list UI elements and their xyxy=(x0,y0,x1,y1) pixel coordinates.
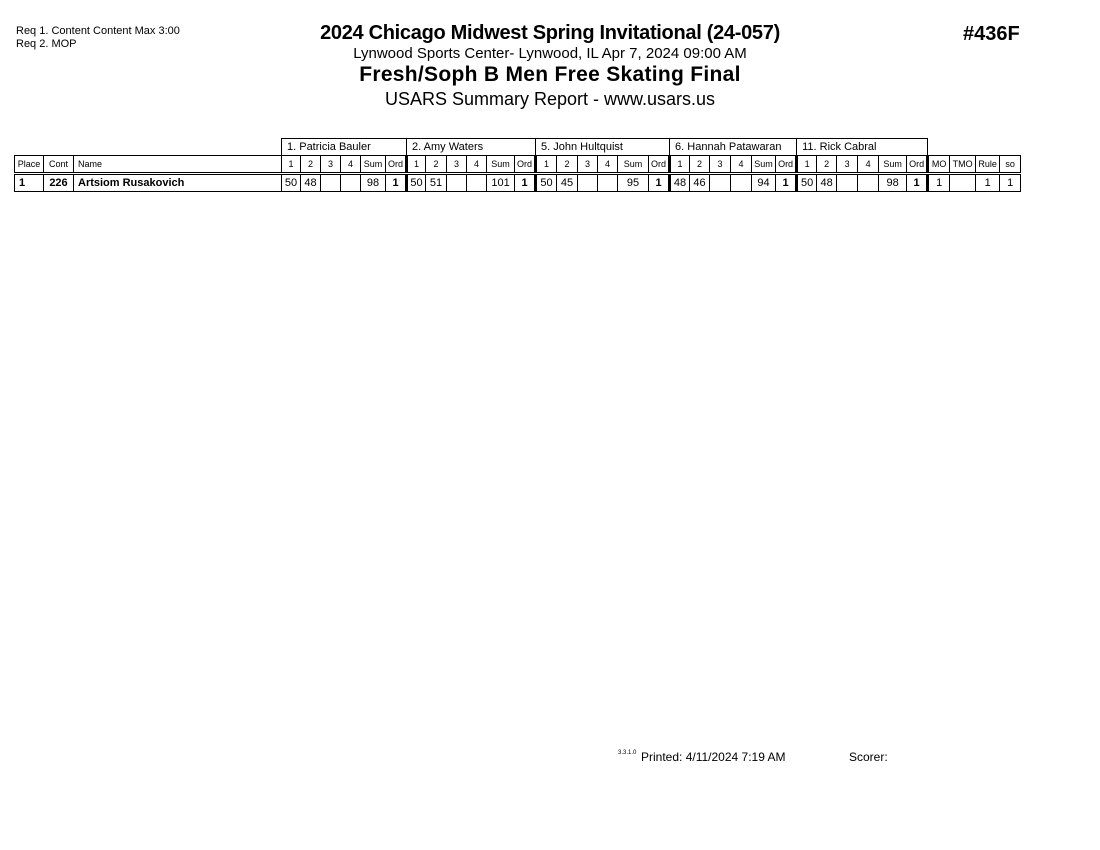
j1-score-4 xyxy=(341,174,361,192)
j3-score-2: 45 xyxy=(557,174,578,192)
j3-ord: 1 xyxy=(649,174,670,192)
col-j4-4: 4 xyxy=(731,156,752,174)
competition-title: 2024 Chicago Midwest Spring Invitational (24-057) xyxy=(320,22,780,44)
col-j5-1: 1 xyxy=(797,156,817,174)
table-row xyxy=(15,174,1021,192)
col-so: so xyxy=(1000,156,1021,174)
col-j3-sum: Sum xyxy=(618,156,649,174)
judge-2-name: 2. Amy Waters xyxy=(407,139,536,156)
event-title: Fresh/Soph B Men Free Skating Final xyxy=(359,63,741,86)
so-cell: 1 xyxy=(1000,174,1021,192)
col-j3-4: 4 xyxy=(598,156,618,174)
col-j3-ord: Ord xyxy=(649,156,670,174)
col-j2-sum: Sum xyxy=(487,156,515,174)
printed-timestamp: Printed: 4/11/2024 7:19 AM xyxy=(641,750,786,764)
column-header-row xyxy=(15,156,1021,174)
j2-score-3 xyxy=(447,174,467,192)
software-version: 3.3.1.0 xyxy=(618,750,637,756)
j2-score-2: 51 xyxy=(426,174,447,192)
col-j1-ord: Ord xyxy=(386,156,407,174)
j1-sum: 98 xyxy=(361,174,386,192)
judge-header-row xyxy=(15,139,1021,156)
col-tmo: TMO xyxy=(950,156,976,174)
j2-sum: 101 xyxy=(487,174,515,192)
col-j4-sum: Sum xyxy=(752,156,776,174)
col-j5-4: 4 xyxy=(858,156,879,174)
j1-score-3 xyxy=(321,174,341,192)
requirement-2: Req 2. MOP xyxy=(16,38,77,50)
j4-score-2: 46 xyxy=(690,174,710,192)
col-j1-2: 2 xyxy=(301,156,321,174)
j2-score-4 xyxy=(467,174,487,192)
j4-score-1: 48 xyxy=(670,174,690,192)
col-j3-3: 3 xyxy=(578,156,598,174)
j4-score-3 xyxy=(710,174,731,192)
judge-5-name: 11. Rick Cabral xyxy=(797,139,928,156)
col-j5-3: 3 xyxy=(837,156,858,174)
col-j1-3: 3 xyxy=(321,156,341,174)
j3-sum: 95 xyxy=(618,174,649,192)
j4-sum: 94 xyxy=(752,174,776,192)
judge-3-name: 5. John Hultquist xyxy=(536,139,670,156)
j3-score-3 xyxy=(578,174,598,192)
col-j4-1: 1 xyxy=(670,156,690,174)
cont-cell: 226 xyxy=(44,174,74,192)
event-number: #436F xyxy=(963,23,1020,45)
place-cell: 1 xyxy=(15,174,44,192)
j2-score-1: 50 xyxy=(407,174,426,192)
col-j2-3: 3 xyxy=(447,156,467,174)
col-j2-2: 2 xyxy=(426,156,447,174)
j5-ord: 1 xyxy=(907,174,928,192)
scorer-label: Scorer: xyxy=(849,750,888,764)
col-j5-2: 2 xyxy=(817,156,837,174)
col-cont: Cont xyxy=(44,156,74,174)
j5-sum: 98 xyxy=(879,174,907,192)
j1-ord: 1 xyxy=(386,174,407,192)
requirement-1: Req 1. Content Content Max 3:00 xyxy=(16,25,180,37)
mo-cell: 1 xyxy=(928,174,950,192)
results-table xyxy=(14,138,1021,192)
report-title: USARS Summary Report - www.usars.us xyxy=(384,89,716,109)
col-j5-sum: Sum xyxy=(879,156,907,174)
col-j4-2: 2 xyxy=(690,156,710,174)
tmo-cell xyxy=(950,174,976,192)
col-j4-ord: Ord xyxy=(776,156,797,174)
col-j3-2: 2 xyxy=(557,156,578,174)
col-j2-ord: Ord xyxy=(515,156,536,174)
j5-score-4 xyxy=(858,174,879,192)
judge-4-name: 6. Hannah Patawaran xyxy=(670,139,797,156)
j2-ord: 1 xyxy=(515,174,536,192)
col-j1-sum: Sum xyxy=(361,156,386,174)
j5-score-3 xyxy=(837,174,858,192)
col-rule: Rule xyxy=(976,156,1000,174)
col-name: Name xyxy=(74,156,282,174)
j5-score-2: 48 xyxy=(817,174,837,192)
judge-1-name: 1. Patricia Bauler xyxy=(282,139,407,156)
col-j1-4: 4 xyxy=(341,156,361,174)
col-j1-1: 1 xyxy=(282,156,301,174)
j3-score-1: 50 xyxy=(536,174,557,192)
j5-score-1: 50 xyxy=(797,174,817,192)
requirements xyxy=(16,25,180,51)
col-j3-1: 1 xyxy=(536,156,557,174)
j1-score-2: 48 xyxy=(301,174,321,192)
col-j2-1: 1 xyxy=(407,156,426,174)
j4-ord: 1 xyxy=(776,174,797,192)
rule-cell: 1 xyxy=(976,174,1000,192)
col-j4-3: 3 xyxy=(710,156,731,174)
j1-score-1: 50 xyxy=(282,174,301,192)
skater-name: Artsiom Rusakovich xyxy=(74,174,282,192)
col-j5-ord: Ord xyxy=(907,156,928,174)
col-mo: MO xyxy=(928,156,950,174)
venue-date: Lynwood Sports Center- Lynwood, IL Apr 7, 2024 09:00 AM xyxy=(353,45,747,62)
col-place: Place xyxy=(15,156,44,174)
col-j2-4: 4 xyxy=(467,156,487,174)
j4-score-4 xyxy=(731,174,752,192)
j3-score-4 xyxy=(598,174,618,192)
